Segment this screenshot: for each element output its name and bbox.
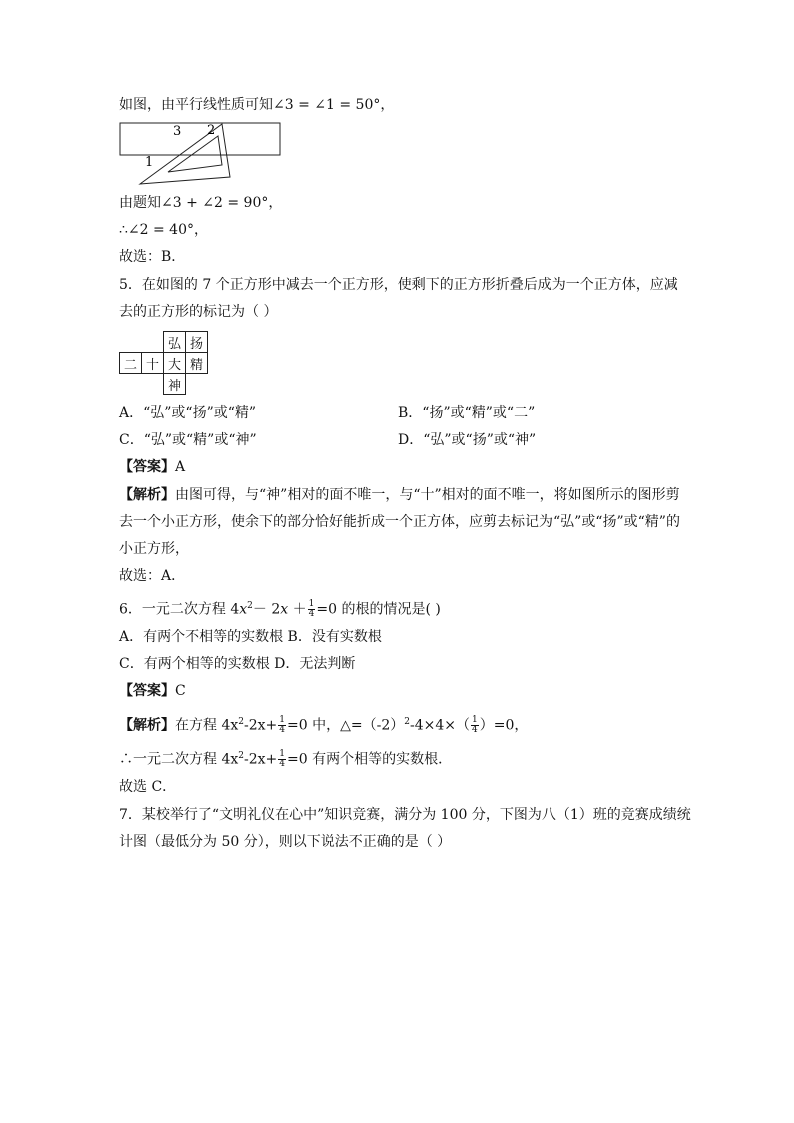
- q6-option-cd: C．有两个相等的实数根 D．无法判断: [119, 656, 356, 672]
- intro-line-4: 故选：B．: [119, 249, 186, 265]
- angle-label-1: 1: [145, 155, 154, 170]
- plus-sign: ＋: [288, 601, 307, 618]
- q5-analysis-line-2: 去一个小正方形，使余下的部分恰好能折成一个正方体，应剪去标记为“弘”或“扬”或“精”的: [119, 514, 680, 530]
- q5-stem-line-2: 去的正方形的标记为（ ）: [119, 304, 278, 320]
- answer-label: 【答案】: [119, 683, 175, 699]
- q5-option-b: B．“扬”或“精”或“二”: [398, 405, 536, 421]
- q7-stem-line-2: 计图（最低分为 50 分），则以下说法不正确的是（ ）: [119, 834, 452, 850]
- net-cell: 弘: [164, 332, 186, 353]
- net-cell: 扬: [186, 332, 208, 353]
- q6-stem-suffix: =0 的根的情况是( ): [316, 601, 441, 618]
- denominator: 4: [471, 725, 478, 736]
- exponent: 2: [238, 717, 244, 727]
- analysis-text: 在方程 4x: [175, 717, 239, 734]
- answer-value: A: [175, 459, 186, 475]
- fraction-one-quarter: [308, 600, 316, 619]
- analysis-label: 【解析】: [119, 717, 175, 734]
- analysis-text: -2x+: [244, 717, 278, 734]
- q6-answer: [119, 681, 186, 701]
- fraction-one-quarter: [278, 750, 286, 769]
- q5-option-d: D．“弘”或“扬”或“神”: [398, 432, 537, 448]
- q6-choose: 故选 C．: [119, 779, 177, 795]
- angle-label-3: 3: [173, 124, 182, 139]
- analysis-text: ∴一元二次方程 4x: [119, 751, 239, 768]
- analysis-label: 【解析】: [119, 487, 175, 503]
- denominator: 4: [308, 609, 315, 620]
- analysis-text: -4×4×（: [409, 717, 470, 734]
- numerator: 1: [308, 599, 315, 610]
- intro-line-1: 如图，由平行线性质可知∠3 = ∠1 = 50°，: [119, 97, 395, 113]
- q5-option-c: C．“弘”或“精”或“神”: [119, 432, 257, 448]
- analysis-text: =0 有两个相等的实数根．: [287, 751, 453, 768]
- q5-option-a: A．“弘”或“扬”或“精”: [119, 405, 257, 421]
- net-cell: 十: [142, 353, 164, 374]
- analysis-text: =0 中，△=（-2）: [287, 717, 405, 734]
- q6-stem: [119, 596, 441, 620]
- q6-analysis-line-1: [119, 712, 528, 736]
- net-cell: 二: [120, 353, 142, 374]
- exponent: 2: [404, 717, 410, 727]
- q5-stem-line-1: 5．在如图的 7 个正方形中减去一个正方形，使剩下的正方形折叠后成为一个正方体，应减: [119, 277, 678, 293]
- analysis-text: ）=0，: [479, 717, 529, 734]
- answer-value: C: [175, 683, 186, 699]
- q5-analysis-line-3: 小正方形，: [119, 541, 189, 557]
- var-x: x: [280, 601, 289, 618]
- net-cell: 精: [186, 353, 208, 374]
- q5-answer: [119, 457, 185, 477]
- answer-label: 【答案】: [119, 459, 175, 475]
- fraction-one-quarter: [471, 716, 479, 735]
- ruler-triangle-figure: [118, 120, 283, 188]
- fraction-one-quarter: [278, 716, 286, 735]
- q6-option-ab: A．有两个不相等的实数根 B．没有实数根: [119, 629, 382, 645]
- exponent: 2: [247, 601, 253, 611]
- net-cell: 神: [164, 374, 186, 395]
- analysis-text: 由图可得，与“神”相对的面不唯一，与“十”相对的面不唯一，将如图所示的图形剪: [175, 487, 680, 503]
- intro-line-2: 由题知∠3 + ∠2 = 90°，: [119, 195, 283, 211]
- numerator: 1: [279, 715, 285, 726]
- cube-net-figure: [119, 331, 208, 395]
- net-cell: 大: [164, 353, 186, 374]
- var-x: x: [239, 601, 248, 618]
- numerator: 1: [279, 749, 285, 760]
- exponent: 2: [238, 751, 244, 761]
- q6-analysis-line-2: [119, 746, 452, 770]
- angle-label-2: 2: [207, 123, 216, 138]
- intro-line-3: ∴∠2 = 40°，: [119, 222, 208, 238]
- q6-stem-prefix: 6．一元二次方程 4: [119, 601, 240, 618]
- q5-choose: 故选：A．: [119, 568, 186, 584]
- q5-analysis-line-1: [119, 485, 680, 505]
- analysis-text: -2x+: [244, 751, 278, 768]
- denominator: 4: [279, 759, 285, 770]
- denominator: 4: [279, 725, 285, 736]
- q7-stem-line-1: 7．某校举行了“文明礼仪在心中”知识竞赛，满分为 100 分，下图为八（1）班的竞赛成绩统: [119, 807, 691, 823]
- numerator: 1: [471, 715, 478, 726]
- q6-stem-mid: － 2: [252, 601, 281, 618]
